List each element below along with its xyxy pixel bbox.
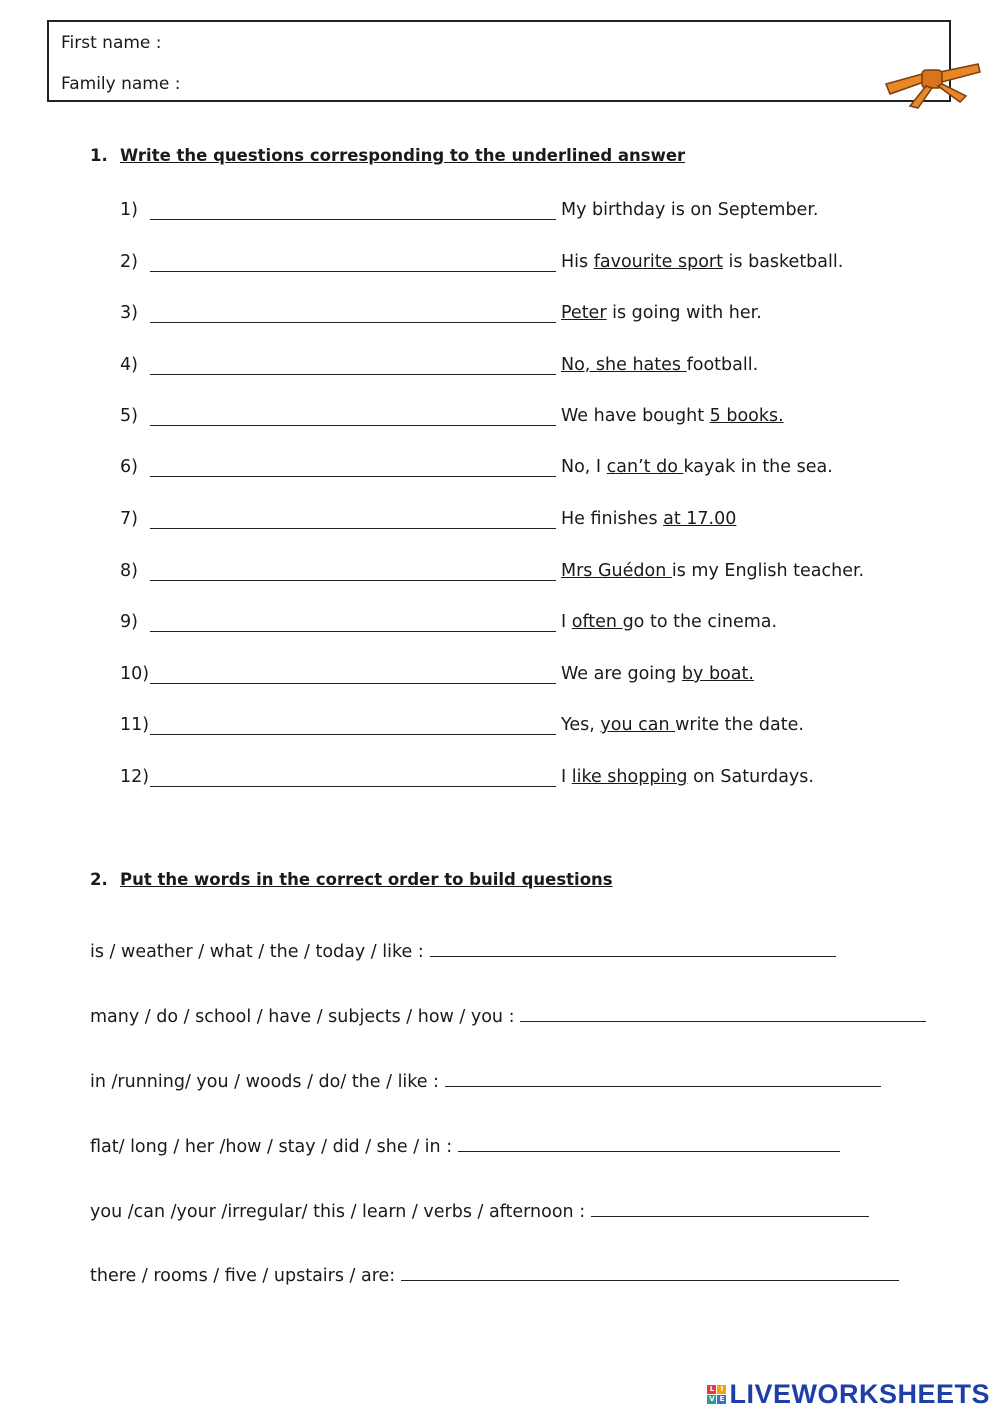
section-2-title — [90, 870, 613, 889]
answer-blank[interactable] — [445, 1068, 881, 1087]
family-name-label: Family name : — [61, 74, 181, 94]
given-answer — [561, 715, 804, 735]
section-1-title — [90, 146, 685, 165]
question-row — [120, 252, 900, 280]
underlined-text: like shopping — [571, 767, 688, 787]
answer-blank[interactable] — [150, 476, 556, 477]
answer-blank[interactable] — [150, 528, 556, 529]
question-number: 10) — [120, 664, 150, 684]
question-row — [120, 715, 900, 743]
question-row — [120, 406, 900, 434]
scrambled-words: you /can /your /irregular/ this / learn / verbs / afternoon : — [90, 1202, 586, 1222]
scrambled-words: is / weather / what / the / today / like : — [90, 942, 424, 962]
underlined-text: by boat. — [681, 664, 754, 684]
answer-text: is basketball. — [722, 252, 844, 272]
question-number: 7) — [120, 509, 138, 529]
given-answer — [561, 561, 864, 581]
answer-text: is going with her. — [606, 303, 762, 323]
answer-text: I — [561, 612, 572, 632]
answer-blank[interactable] — [401, 1262, 899, 1281]
question-number: 11) — [120, 715, 150, 735]
answer-text: He finishes — [561, 509, 664, 529]
word-order-row — [90, 1133, 840, 1163]
section-1-heading: Write the questions corresponding to the underlined answer — [120, 146, 686, 165]
given-answer — [561, 200, 818, 220]
question-number: 8) — [120, 561, 138, 581]
underlined-text: Peter — [561, 303, 607, 323]
answer-blank[interactable] — [150, 786, 556, 787]
answer-blank[interactable] — [150, 219, 556, 220]
word-order-row — [90, 1003, 926, 1033]
answer-text: Yes, — [561, 715, 601, 735]
scrambled-words: many / do / school / have / subjects / how / you : — [90, 1007, 515, 1027]
question-number: 6) — [120, 457, 138, 477]
question-row — [120, 200, 900, 228]
answer-blank[interactable] — [150, 683, 556, 684]
question-number: 5) — [120, 406, 138, 426]
word-order-row — [90, 1262, 899, 1292]
word-order-row — [90, 1198, 869, 1228]
liveworksheets-logo — [707, 1380, 990, 1408]
logo-mark-letter: L — [707, 1385, 716, 1394]
answer-blank[interactable] — [591, 1198, 869, 1217]
answer-blank[interactable] — [150, 322, 556, 323]
section-1-number: 1. — [90, 146, 108, 165]
first-name-label: First name : — [61, 33, 162, 53]
question-row — [120, 303, 900, 331]
given-answer — [561, 509, 736, 529]
given-answer — [561, 252, 843, 272]
underlined-text: Mrs Guédon — [561, 561, 672, 581]
question-row — [120, 664, 900, 692]
answer-text: is my English teacher. — [671, 561, 865, 581]
question-row — [120, 561, 900, 589]
given-answer — [561, 612, 777, 632]
underlined-text: at 17.00 — [663, 509, 737, 529]
underlined-text: often — [571, 612, 623, 632]
logo-text: LIVEWORKSHEETS — [729, 1378, 990, 1409]
section-2-number: 2. — [90, 870, 108, 889]
underlined-text: No, she hates — [561, 355, 687, 375]
answer-text: kayak in the sea. — [683, 457, 833, 477]
question-number: 9) — [120, 612, 138, 632]
logo-mark-letter: I — [717, 1385, 726, 1394]
given-answer — [561, 767, 814, 787]
underlined-text: you can — [600, 715, 676, 735]
scrambled-words: there / rooms / five / upstairs / are: — [90, 1266, 396, 1286]
answer-blank[interactable] — [520, 1003, 926, 1022]
word-order-row — [90, 1068, 881, 1098]
logo-mark-letter: E — [717, 1395, 726, 1404]
logo-mark-letter: V — [709, 1394, 715, 1403]
answer-text: His — [561, 252, 594, 272]
question-row — [120, 457, 900, 485]
question-number: 4) — [120, 355, 138, 375]
underlined-text: favourite sport — [593, 252, 723, 272]
answer-text: I — [561, 767, 572, 787]
answer-text: football. — [686, 355, 759, 375]
answer-text: We are going — [561, 664, 682, 684]
scrambled-words: flat/ long / her /how / stay / did / she / in : — [90, 1137, 453, 1157]
question-number: 12) — [120, 767, 150, 787]
section-2-heading: Put the words in the correct order to build questions — [120, 870, 613, 889]
answer-text: write the date. — [675, 715, 804, 735]
scrambled-words: in /running/ you / woods / do/ the / like : — [90, 1072, 440, 1092]
answer-text: on Saturdays. — [687, 767, 814, 787]
answer-text: go to the cinema. — [622, 612, 778, 632]
question-row — [120, 767, 900, 795]
answer-blank[interactable] — [150, 374, 556, 375]
given-answer — [561, 303, 762, 323]
name-box — [47, 20, 951, 102]
question-row — [120, 509, 900, 537]
answer-text: My birthday is on September. — [561, 200, 819, 220]
answer-text: We have bought — [561, 406, 710, 426]
answer-blank[interactable] — [150, 631, 556, 632]
answer-blank[interactable] — [150, 734, 556, 735]
question-number: 2) — [120, 252, 138, 272]
answer-blank[interactable] — [430, 938, 836, 957]
question-row — [120, 355, 900, 383]
question-number: 3) — [120, 303, 138, 323]
underlined-text: 5 books. — [709, 406, 784, 426]
logo-mark-icon — [707, 1385, 726, 1404]
question-row — [120, 612, 900, 640]
answer-blank[interactable] — [150, 271, 556, 272]
given-answer — [561, 355, 758, 375]
question-number: 1) — [120, 200, 138, 220]
answer-blank[interactable] — [458, 1133, 840, 1152]
answer-text: No, I — [561, 457, 607, 477]
word-order-row — [90, 938, 836, 968]
answer-blank[interactable] — [150, 580, 556, 581]
answer-blank[interactable] — [150, 425, 556, 426]
orange-belt-icon — [882, 60, 982, 110]
given-answer — [561, 406, 784, 426]
underlined-text: can’t do — [606, 457, 684, 477]
given-answer — [561, 457, 833, 477]
given-answer — [561, 664, 754, 684]
